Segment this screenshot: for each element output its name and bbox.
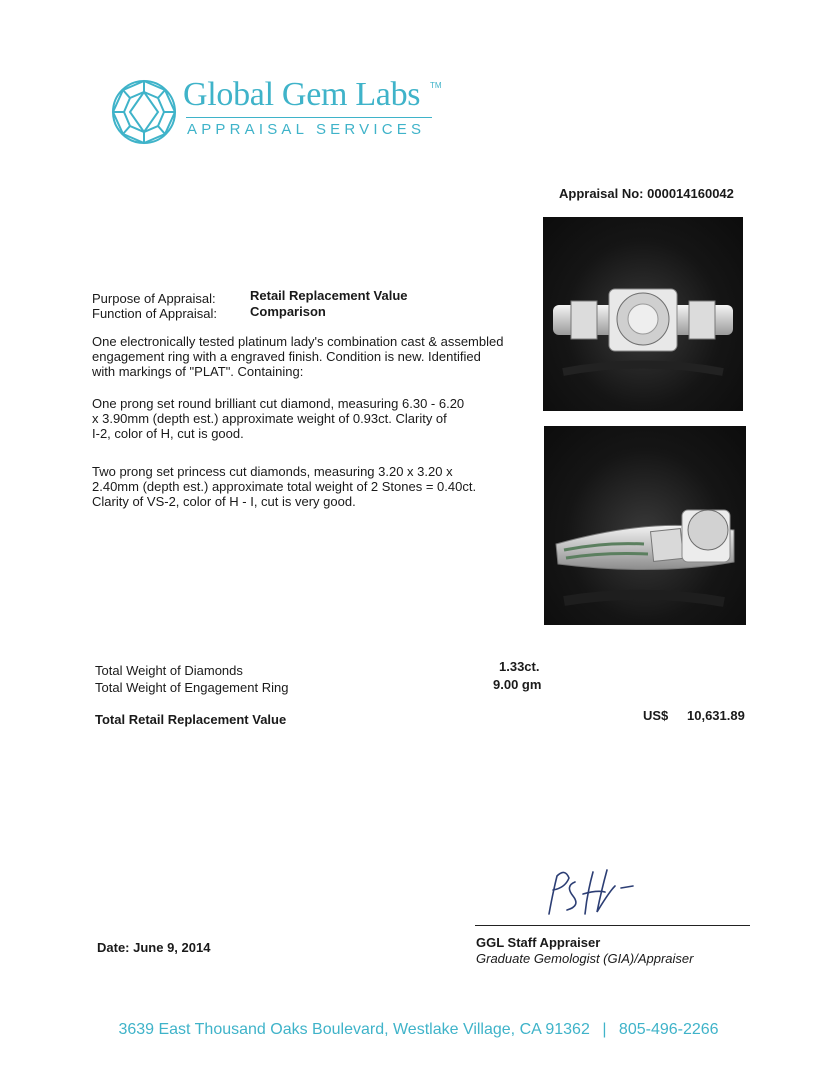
- total-retail-label: Total Retail Replacement Value: [95, 712, 287, 727]
- description-intro: [92, 334, 503, 379]
- text-line: One electronically tested platinum lady's combination cast & assembled: [92, 334, 504, 349]
- ring-photo-front: [543, 217, 743, 411]
- total-retail-value: 10,631.89: [687, 708, 745, 723]
- purpose-label: Purpose of Appraisal:: [92, 291, 216, 306]
- diamond-outline-icon: [110, 78, 178, 146]
- footer-phone: 805-496-2266: [618, 1021, 719, 1038]
- side-stones-description: [92, 464, 476, 509]
- footer-address: 3639 East Thousand Oaks Boulevard, Westlake Village, CA 91362: [118, 1021, 590, 1038]
- signature-line: [475, 925, 750, 926]
- brand-divider: [186, 117, 432, 118]
- footer-contact: [0, 1021, 837, 1039]
- text-line: I-2, color of H, cut is good.: [92, 426, 244, 441]
- text-line: x 3.90mm (depth est.) approximate weight of 0.93ct. Clarity of: [92, 411, 447, 426]
- appraiser-credentials: Graduate Gemologist (GIA)/Appraiser: [476, 951, 694, 966]
- function-label: Function of Appraisal:: [92, 306, 218, 321]
- text-line: 2.40mm (depth est.) approximate total weight of 2 Stones = 0.40ct.: [92, 479, 477, 494]
- appraiser-signature: [535, 862, 645, 922]
- text-line: Clarity of VS-2, color of H - I, cut is very good.: [92, 494, 356, 509]
- total-ring-weight-label: Total Weight of Engagement Ring: [95, 680, 289, 695]
- center-stone-description: [92, 396, 464, 441]
- trademark-mark: TM: [430, 81, 442, 90]
- total-diamonds-value: 1.33ct.: [499, 659, 540, 674]
- brand-subtitle: APPRAISAL SERVICES: [187, 121, 426, 138]
- appraisal-number: Appraisal No: 000014160042: [559, 186, 734, 201]
- appraisal-date: Date: June 9, 2014: [97, 940, 211, 955]
- total-diamonds-label: Total Weight of Diamonds: [95, 663, 243, 678]
- brand-name: Global Gem Labs: [183, 76, 421, 113]
- text-line: with markings of "PLAT". Containing:: [92, 364, 304, 379]
- total-ring-weight-value: 9.00 gm: [493, 677, 542, 692]
- text-line: Two prong set princess cut diamonds, measuring 3.20 x 3.20 x: [92, 464, 453, 479]
- footer-separator: |: [602, 1021, 607, 1038]
- purpose-value: Retail Replacement Value: [250, 288, 408, 303]
- currency-code: US$: [643, 708, 669, 723]
- function-value: Comparison: [250, 304, 326, 319]
- appraiser-title: GGL Staff Appraiser: [476, 935, 601, 950]
- text-line: One prong set round brilliant cut diamond, measuring 6.30 - 6.20: [92, 396, 465, 411]
- ring-photo-side: [544, 426, 746, 625]
- text-line: engagement ring with a engraved finish. Condition is new. Identified: [92, 349, 481, 364]
